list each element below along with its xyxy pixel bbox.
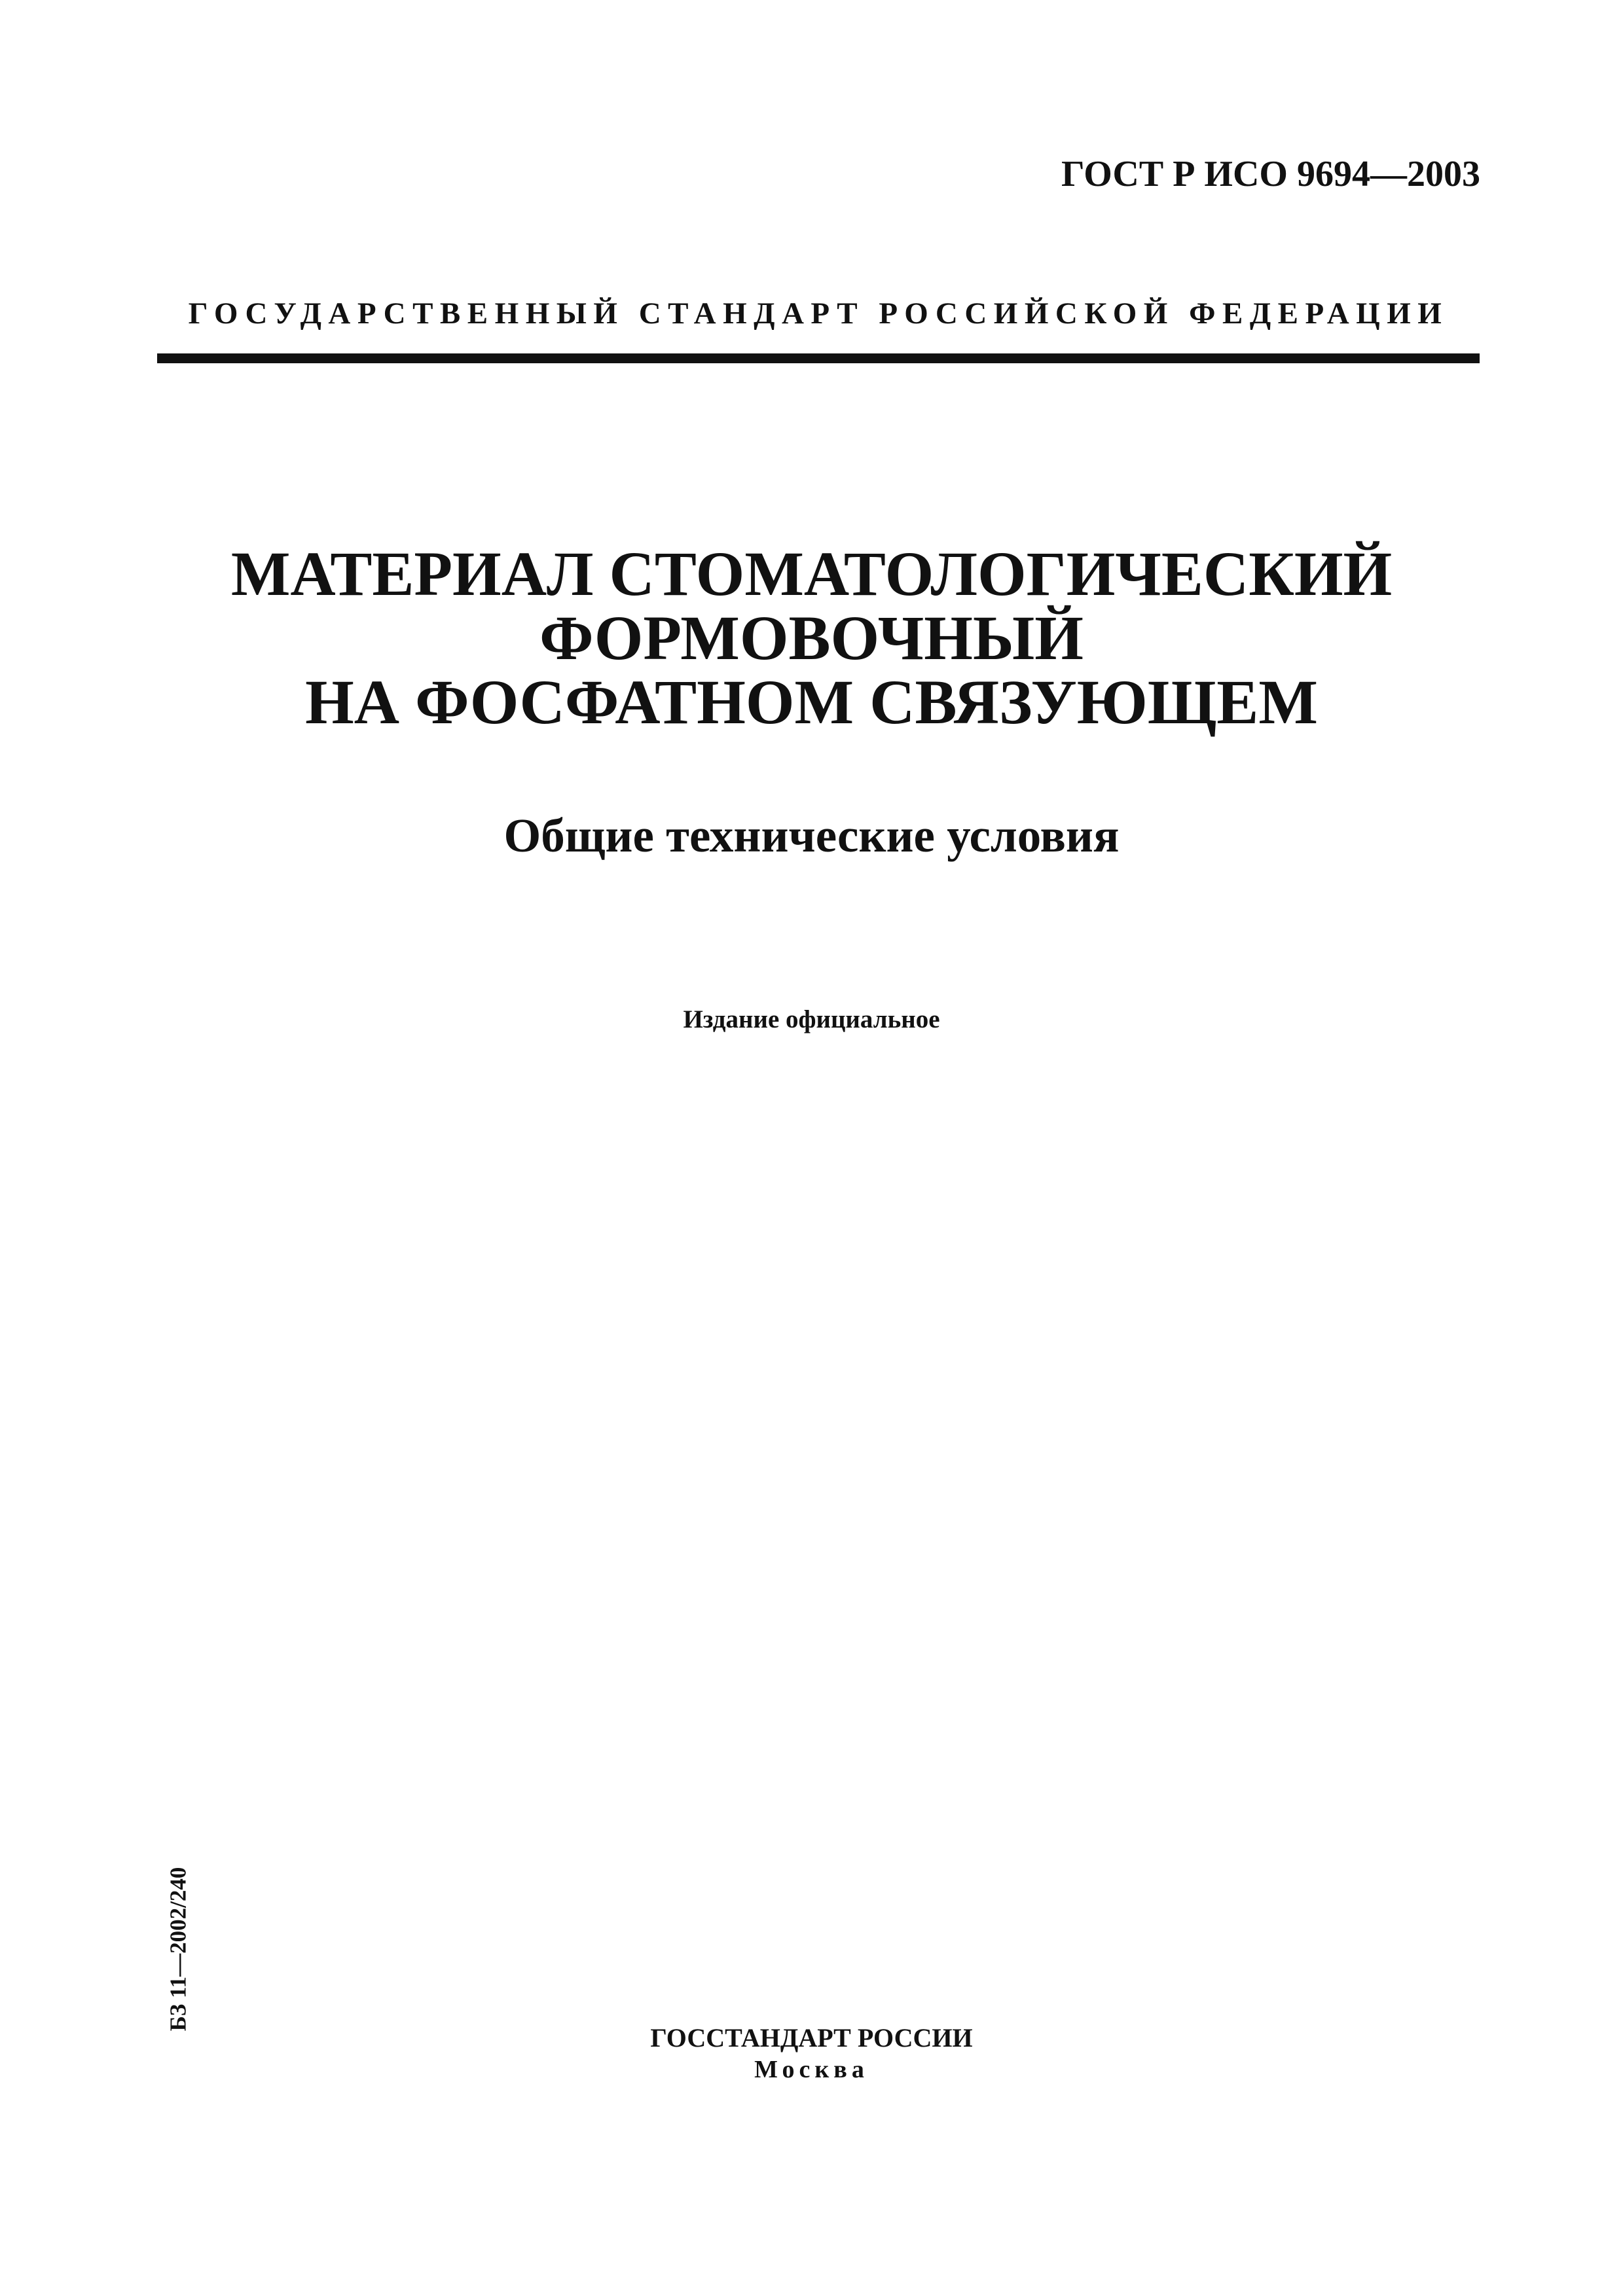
publisher-name: ГОССТАНДАРТ РОССИИ	[650, 2023, 973, 2053]
standard-number: ГОСТ Р ИСО 9694—2003	[1061, 154, 1480, 194]
header-rule	[157, 353, 1480, 363]
edition-label: Издание официальное	[683, 1005, 940, 1033]
side-registration-code: БЗ 11—2002/240	[165, 1867, 191, 2032]
title-line-1: МАТЕРИАЛ СТОМАТОЛОГИЧЕСКИЙ	[230, 539, 1393, 609]
title-line-2: ФОРМОВОЧНЫЙ	[539, 603, 1084, 673]
document-subtitle: Общие технические условия	[503, 809, 1120, 862]
state-standard-header: ГОСУДАРСТВЕННЫЙ СТАНДАРТ РОССИЙСКОЙ ФЕДЕРАЦИИ	[188, 296, 1449, 331]
title-line-3: НА ФОСФАТНОМ СВЯЗУЮЩЕМ	[305, 667, 1318, 737]
document-title	[0, 539, 1623, 737]
publisher-city: Москва	[754, 2056, 869, 2083]
